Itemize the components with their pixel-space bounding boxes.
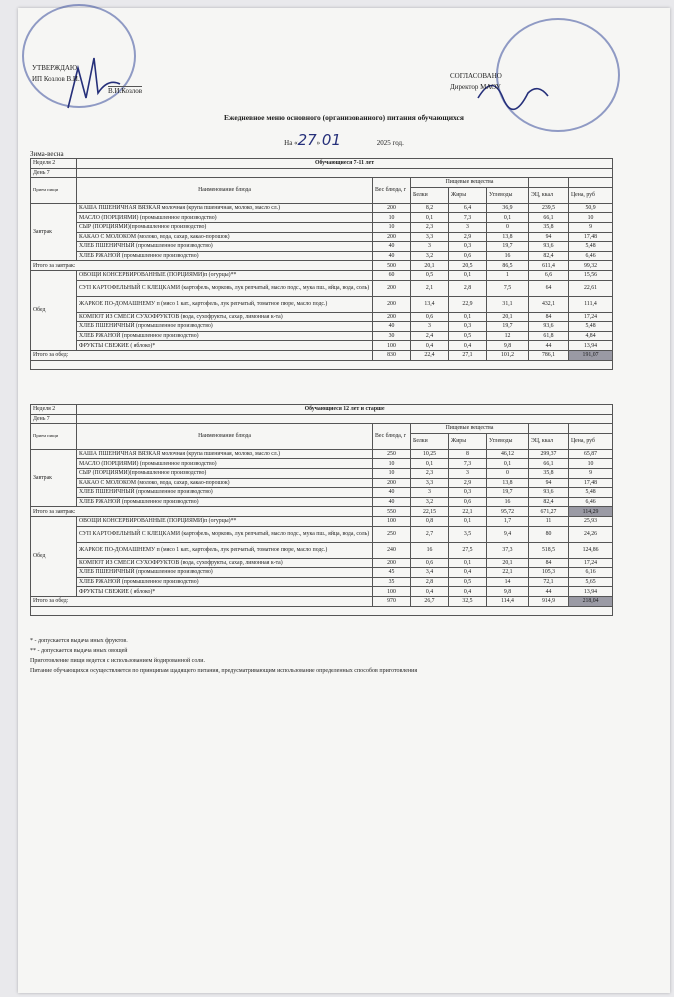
dish-fat: 0,5 <box>449 331 487 341</box>
dish-fat: 0,1 <box>449 312 487 322</box>
table-row <box>31 213 613 223</box>
dish-name: ФРУКТЫ СВЕЖИЕ ( яблоко)* <box>77 341 373 351</box>
dish-weight: 100 <box>373 341 411 351</box>
dish-protein: 3,4 <box>411 568 449 578</box>
total-fat: 32,5 <box>449 596 487 606</box>
document-page <box>18 8 670 993</box>
menu-table-7-11 <box>30 158 613 370</box>
table-row <box>31 497 613 507</box>
dish-price: 111,4 <box>569 296 613 312</box>
dish-price: 13,94 <box>569 341 613 351</box>
total-price: 114,29 <box>569 507 613 517</box>
dish-weight: 10 <box>373 222 411 232</box>
dish-kcal: 94 <box>529 478 569 488</box>
dish-fat: 3 <box>449 468 487 478</box>
season-label: Зима-весна <box>30 150 64 158</box>
col-fat: Жиры <box>449 433 487 449</box>
dish-kcal: 82,4 <box>529 251 569 261</box>
total-carbs: 86,5 <box>487 261 529 271</box>
dish-protein: 2,8 <box>411 577 449 587</box>
group-label: Обучающиеся 7-11 лет <box>77 159 613 169</box>
total-carbs: 95,72 <box>487 507 529 517</box>
dish-name: КОМПОТ ИЗ СМЕСИ СУХОФРУКТОВ (вода, сухофрукты, сахар, лимонная к-та) <box>77 312 373 322</box>
blank-cell <box>529 178 569 188</box>
table-row <box>31 322 613 332</box>
dish-kcal: 93,6 <box>529 242 569 252</box>
total-row <box>31 261 613 271</box>
dish-carbs: 13,8 <box>487 478 529 488</box>
dish-weight: 200 <box>373 558 411 568</box>
dish-kcal: 64 <box>529 280 569 296</box>
dish-carbs: 13,8 <box>487 232 529 242</box>
table-row <box>31 312 613 322</box>
total-carbs: 114,4 <box>487 596 529 606</box>
dish-kcal: 6,6 <box>529 270 569 280</box>
dish-kcal: 72,1 <box>529 577 569 587</box>
note-salt: Приготовление пищи ведется с использованием йодированной соли. <box>30 658 205 664</box>
dish-fat: 0,1 <box>449 270 487 280</box>
dish-protein: 2,3 <box>411 222 449 232</box>
blank-cell <box>77 168 613 178</box>
dish-carbs: 22,1 <box>487 568 529 578</box>
note-fruits: * - допускается выдача иных фруктов. <box>30 638 128 644</box>
table-row <box>31 542 613 558</box>
dish-protein: 0,4 <box>411 341 449 351</box>
dish-kcal: 35,8 <box>529 468 569 478</box>
meal-label: Завтрак <box>31 203 77 261</box>
dish-price: 65,87 <box>569 449 613 459</box>
dish-carbs: 16 <box>487 251 529 261</box>
blank-cell <box>31 606 613 616</box>
meal-label: Обед <box>31 270 77 350</box>
dish-weight: 40 <box>373 242 411 252</box>
dish-weight: 200 <box>373 203 411 213</box>
dish-fat: 0,4 <box>449 341 487 351</box>
dish-fat: 8 <box>449 449 487 459</box>
dish-weight: 35 <box>373 577 411 587</box>
dish-price: 5,48 <box>569 322 613 332</box>
menu-table-12-plus <box>30 404 613 616</box>
dish-fat: 2,9 <box>449 232 487 242</box>
dish-name: ОВОЩИ КОНСЕРВИРОВАННЫЕ (ПОРЦИЯМИ)п (огурцы)** <box>77 270 373 280</box>
dish-name: КАША ПШЕНИЧНАЯ ВЯЗКАЯ молочная (крупа пшеничная, молоко, масло сл.) <box>77 203 373 213</box>
dish-protein: 2,4 <box>411 331 449 341</box>
dish-protein: 3,3 <box>411 232 449 242</box>
dish-protein: 0,1 <box>411 213 449 223</box>
col-meal: Прием пищи <box>31 178 77 204</box>
dish-fat: 0,1 <box>449 558 487 568</box>
dish-name: СУП КАРТОФЕЛЬНЫЙ С КЛЕЦКАМИ (картофель, морковь, лук репчатый, масло подс., мука пш., яйца, вода, соль) <box>77 280 373 296</box>
dish-carbs: 46,12 <box>487 449 529 459</box>
dish-weight: 200 <box>373 296 411 312</box>
col-fat: Жиры <box>449 187 487 203</box>
total-carbs: 101,2 <box>487 350 529 360</box>
dish-protein: 3 <box>411 242 449 252</box>
week-label: Неделя 2 <box>31 405 77 415</box>
dish-price: 5,65 <box>569 577 613 587</box>
dish-fat: 2,9 <box>449 478 487 488</box>
dish-fat: 7,3 <box>449 213 487 223</box>
dish-protein: 0,1 <box>411 459 449 469</box>
dish-name: МАСЛО (ПОРЦИЯМИ) (промышленное производство) <box>77 459 373 469</box>
dish-protein: 8,2 <box>411 203 449 213</box>
dish-weight: 40 <box>373 497 411 507</box>
dish-name: КОМПОТ ИЗ СМЕСИ СУХОФРУКТОВ (вода, сухофрукты, сахар, лимонная к-та) <box>77 558 373 568</box>
date-mid: » <box>316 139 321 147</box>
dish-name: СЫР (ПОРЦИЯМИ)(промышленное производство) <box>77 222 373 232</box>
dish-name: ХЛЕБ РЖАНОЙ (промышленное производство) <box>77 497 373 507</box>
total-kcal: 786,1 <box>529 350 569 360</box>
dish-weight: 45 <box>373 568 411 578</box>
group-label: Обучающиеся 12 лет и старше <box>77 405 613 415</box>
col-nutrients: Пищевые вещества <box>411 424 529 434</box>
table-row <box>31 222 613 232</box>
dish-carbs: 19,7 <box>487 322 529 332</box>
col-weight: Вес блюда, г <box>373 424 411 450</box>
dish-protein: 13,4 <box>411 296 449 312</box>
col-price: Цена, руб <box>569 433 613 449</box>
table-row <box>31 449 613 459</box>
dish-protein: 0,4 <box>411 587 449 597</box>
dish-kcal: 84 <box>529 558 569 568</box>
dish-carbs: 20,1 <box>487 558 529 568</box>
dish-carbs: 7,5 <box>487 280 529 296</box>
dish-fat: 0,6 <box>449 251 487 261</box>
table-row <box>31 341 613 351</box>
meal-label: Обед <box>31 516 77 596</box>
dish-protein: 16 <box>411 542 449 558</box>
total-price: 99,32 <box>569 261 613 271</box>
blank-cell <box>569 424 613 434</box>
table-row <box>31 459 613 469</box>
table-row <box>31 478 613 488</box>
col-name: Наименование блюда <box>77 424 373 450</box>
total-weight: 550 <box>373 507 411 517</box>
col-carbs: Углеводы <box>487 433 529 449</box>
table-row <box>31 251 613 261</box>
total-label: Итого за обед: <box>31 350 373 360</box>
dish-price: 13,94 <box>569 587 613 597</box>
dish-carbs: 19,7 <box>487 488 529 498</box>
dish-kcal: 518,5 <box>529 542 569 558</box>
dish-protein: 3,3 <box>411 478 449 488</box>
dish-carbs: 0,1 <box>487 459 529 469</box>
dish-fat: 6,4 <box>449 203 487 213</box>
dish-weight: 10 <box>373 213 411 223</box>
dish-kcal: 61,8 <box>529 331 569 341</box>
day-label: День 7 <box>31 168 77 178</box>
dish-weight: 40 <box>373 488 411 498</box>
dish-name: ХЛЕБ РЖАНОЙ (промышленное производство) <box>77 331 373 341</box>
total-fat: 22,1 <box>449 507 487 517</box>
dish-kcal: 105,3 <box>529 568 569 578</box>
dish-weight: 200 <box>373 232 411 242</box>
dish-weight: 40 <box>373 322 411 332</box>
dish-kcal: 94 <box>529 232 569 242</box>
total-protein: 22,4 <box>411 350 449 360</box>
dish-protein: 10,25 <box>411 449 449 459</box>
agree-title: СОГЛАСОВАНО <box>450 72 502 80</box>
dish-weight: 60 <box>373 270 411 280</box>
blank-cell <box>31 360 613 370</box>
dish-kcal: 84 <box>529 312 569 322</box>
table-row <box>31 280 613 296</box>
total-weight: 500 <box>373 261 411 271</box>
dish-carbs: 20,1 <box>487 312 529 322</box>
day-label: День 7 <box>31 414 77 424</box>
dish-protein: 2,3 <box>411 468 449 478</box>
dish-weight: 30 <box>373 331 411 341</box>
col-meal: Прием пищи <box>31 424 77 450</box>
dish-protein: 2,1 <box>411 280 449 296</box>
dish-kcal: 80 <box>529 526 569 542</box>
table-row <box>31 568 613 578</box>
dish-kcal: 299,37 <box>529 449 569 459</box>
dish-carbs: 14 <box>487 577 529 587</box>
dish-kcal: 35,8 <box>529 222 569 232</box>
dish-carbs: 12 <box>487 331 529 341</box>
col-carbs: Углеводы <box>487 187 529 203</box>
dish-weight: 40 <box>373 251 411 261</box>
dish-carbs: 37,3 <box>487 542 529 558</box>
total-price: 218,04 <box>569 596 613 606</box>
dish-protein: 3 <box>411 322 449 332</box>
dish-weight: 250 <box>373 449 411 459</box>
dish-kcal: 93,6 <box>529 488 569 498</box>
dish-weight: 200 <box>373 280 411 296</box>
dish-fat: 7,3 <box>449 459 487 469</box>
dish-price: 6,16 <box>569 568 613 578</box>
total-weight: 970 <box>373 596 411 606</box>
dish-price: 4,84 <box>569 331 613 341</box>
dish-price: 5,48 <box>569 242 613 252</box>
col-protein: Белки <box>411 187 449 203</box>
dish-weight: 200 <box>373 478 411 488</box>
week-label: Неделя 2 <box>31 159 77 169</box>
dish-price: 10 <box>569 459 613 469</box>
table-row <box>31 203 613 213</box>
dish-name: ФРУКТЫ СВЕЖИЕ ( яблоко)* <box>77 587 373 597</box>
dish-kcal: 44 <box>529 341 569 351</box>
meal-label: Завтрак <box>31 449 77 507</box>
table-row <box>31 516 613 526</box>
dish-carbs: 19,7 <box>487 242 529 252</box>
dish-name: КАКАО С МОЛОКОМ (молоко, вода, сахар, какао-порошок) <box>77 232 373 242</box>
dish-price: 50,9 <box>569 203 613 213</box>
total-row <box>31 596 613 606</box>
dish-price: 17,48 <box>569 232 613 242</box>
dish-name: СУП КАРТОФЕЛЬНЫЙ С КЛЕЦКАМИ (картофель, морковь, лук репчатый, масло подс., мука пш., яйца, вода, соль) <box>77 526 373 542</box>
dish-price: 9 <box>569 222 613 232</box>
dish-weight: 250 <box>373 526 411 542</box>
dish-fat: 0,3 <box>449 242 487 252</box>
total-label: Итого за завтрак: <box>31 261 373 271</box>
dish-kcal: 82,4 <box>529 497 569 507</box>
dish-price: 25,93 <box>569 516 613 526</box>
approve-sign: В.И.Козлов <box>108 87 143 95</box>
notes <box>30 636 417 676</box>
total-label: Итого за завтрак: <box>31 507 373 517</box>
table-row <box>31 526 613 542</box>
date-prefix: На « <box>284 139 298 147</box>
dish-protein: 0,8 <box>411 516 449 526</box>
table-row <box>31 577 613 587</box>
dish-name: ХЛЕБ ПШЕНИЧНЫЙ (промышленное производство) <box>77 242 373 252</box>
date-line <box>18 131 670 149</box>
note-diet: Питание обучающихся осуществляется по принципам щадящего питания, предусматривающим использование определенных способов приготовления <box>30 668 418 674</box>
col-name: Наименование блюда <box>77 178 373 204</box>
col-nutrients: Пищевые вещества <box>411 178 529 188</box>
col-kcal: ЭЦ, ккал <box>529 187 569 203</box>
note-veg: ** - допускается выдача иных овощей <box>30 648 128 654</box>
date-day: 27 <box>297 131 317 149</box>
dish-price: 17,24 <box>569 312 613 322</box>
blank-cell <box>529 424 569 434</box>
dish-fat: 0,5 <box>449 577 487 587</box>
dish-kcal: 66,1 <box>529 459 569 469</box>
dish-price: 22,61 <box>569 280 613 296</box>
dish-fat: 3,5 <box>449 526 487 542</box>
dish-fat: 27,5 <box>449 542 487 558</box>
dish-carbs: 31,1 <box>487 296 529 312</box>
dish-weight: 10 <box>373 468 411 478</box>
dish-fat: 0,1 <box>449 516 487 526</box>
dish-name: МАСЛО (ПОРЦИЯМИ) (промышленное производство) <box>77 213 373 223</box>
dish-name: ХЛЕБ ПШЕНИЧНЫЙ (промышленное производство) <box>77 322 373 332</box>
total-kcal: 671,27 <box>529 507 569 517</box>
dish-carbs: 0 <box>487 468 529 478</box>
col-price: Цена, руб <box>569 187 613 203</box>
dish-price: 15,56 <box>569 270 613 280</box>
dish-fat: 0,3 <box>449 322 487 332</box>
dish-protein: 3 <box>411 488 449 498</box>
dish-fat: 0,3 <box>449 488 487 498</box>
blank-cell <box>569 178 613 188</box>
dish-fat: 0,4 <box>449 568 487 578</box>
blank-cell <box>77 414 613 424</box>
dish-weight: 200 <box>373 312 411 322</box>
total-weight: 830 <box>373 350 411 360</box>
col-protein: Белки <box>411 433 449 449</box>
dish-name: ХЛЕБ РЖАНОЙ (промышленное производство) <box>77 251 373 261</box>
dish-fat: 2,8 <box>449 280 487 296</box>
approve-who: ИП Козлов В.И. <box>32 75 80 83</box>
dish-price: 17,24 <box>569 558 613 568</box>
total-price: 191,07 <box>569 350 613 360</box>
dish-kcal: 432,1 <box>529 296 569 312</box>
dish-name: ХЛЕБ ПШЕНИЧНЫЙ (промышленное производство) <box>77 488 373 498</box>
dish-carbs: 9,8 <box>487 587 529 597</box>
date-month: 01 <box>321 131 342 149</box>
dish-kcal: 44 <box>529 587 569 597</box>
dish-carbs: 9,4 <box>487 526 529 542</box>
dish-price: 6,46 <box>569 497 613 507</box>
total-label: Итого за обед: <box>31 596 373 606</box>
table-row <box>31 232 613 242</box>
total-kcal: 611,4 <box>529 261 569 271</box>
dish-price: 24,26 <box>569 526 613 542</box>
col-weight: Вес блюда, г <box>373 178 411 204</box>
dish-price: 6,46 <box>569 251 613 261</box>
dish-name: СЫР (ПОРЦИЯМИ)(промышленное производство) <box>77 468 373 478</box>
dish-kcal: 239,5 <box>529 203 569 213</box>
total-protein: 22,15 <box>411 507 449 517</box>
dish-weight: 100 <box>373 516 411 526</box>
dish-name: ОВОЩИ КОНСЕРВИРОВАННЫЕ (ПОРЦИЯМИ)п (огурцы)** <box>77 516 373 526</box>
date-year: 2025 год. <box>376 139 404 147</box>
dish-price: 124,86 <box>569 542 613 558</box>
dish-carbs: 36,9 <box>487 203 529 213</box>
total-row <box>31 350 613 360</box>
dish-carbs: 9,8 <box>487 341 529 351</box>
dish-kcal: 11 <box>529 516 569 526</box>
total-protein: 26,7 <box>411 596 449 606</box>
dish-carbs: 0 <box>487 222 529 232</box>
dish-name: ЖАРКОЕ ПО-ДОМАШНЕМУ п (мясо 1 кат., картофель, лук репчатый, томатное пюре, масло подс.) <box>77 296 373 312</box>
dish-price: 9 <box>569 468 613 478</box>
table-row <box>31 242 613 252</box>
table-row <box>31 488 613 498</box>
dish-name: ХЛЕБ ПШЕНИЧНЫЙ (промышленное производство) <box>77 568 373 578</box>
dish-fat: 22,9 <box>449 296 487 312</box>
total-protein: 20,1 <box>411 261 449 271</box>
dish-carbs: 1 <box>487 270 529 280</box>
table-row <box>31 468 613 478</box>
dish-fat: 3 <box>449 222 487 232</box>
table-row <box>31 296 613 312</box>
dish-weight: 100 <box>373 587 411 597</box>
dish-carbs: 0,1 <box>487 213 529 223</box>
table-row <box>31 587 613 597</box>
dish-price: 10 <box>569 213 613 223</box>
dish-weight: 10 <box>373 459 411 469</box>
table-row <box>31 270 613 280</box>
dish-protein: 0,6 <box>411 312 449 322</box>
dish-price: 5,48 <box>569 488 613 498</box>
table-row <box>31 331 613 341</box>
dish-name: ЖАРКОЕ ПО-ДОМАШНЕМУ п (мясо 1 кат., картофель, лук репчатый, томатное пюре, масло подс.) <box>77 542 373 558</box>
dish-name: КАША ПШЕНИЧНАЯ ВЯЗКАЯ молочная (крупа пшеничная, молоко, масло сл.) <box>77 449 373 459</box>
dish-protein: 2,7 <box>411 526 449 542</box>
dish-fat: 0,4 <box>449 587 487 597</box>
total-fat: 20,5 <box>449 261 487 271</box>
dish-name: ХЛЕБ РЖАНОЙ (промышленное производство) <box>77 577 373 587</box>
col-kcal: ЭЦ, ккал <box>529 433 569 449</box>
agree-who: Директор МАОУ <box>450 83 501 91</box>
dish-carbs: 1,7 <box>487 516 529 526</box>
dish-protein: 3,2 <box>411 497 449 507</box>
total-kcal: 914,9 <box>529 596 569 606</box>
dish-carbs: 16 <box>487 497 529 507</box>
table-row <box>31 558 613 568</box>
dish-kcal: 93,6 <box>529 322 569 332</box>
dish-name: КАКАО С МОЛОКОМ (молоко, вода, сахар, какао-порошок) <box>77 478 373 488</box>
approve-title: УТВЕРЖДАЮ <box>32 64 78 72</box>
total-fat: 27,1 <box>449 350 487 360</box>
dish-fat: 0,6 <box>449 497 487 507</box>
dish-weight: 240 <box>373 542 411 558</box>
dish-protein: 0,6 <box>411 558 449 568</box>
dish-kcal: 66,1 <box>529 213 569 223</box>
dish-protein: 3,2 <box>411 251 449 261</box>
total-row <box>31 507 613 517</box>
page-title: Ежедневное меню основного (организованного) питания обучающихся <box>224 113 464 122</box>
dish-price: 17,48 <box>569 478 613 488</box>
dish-protein: 0,5 <box>411 270 449 280</box>
